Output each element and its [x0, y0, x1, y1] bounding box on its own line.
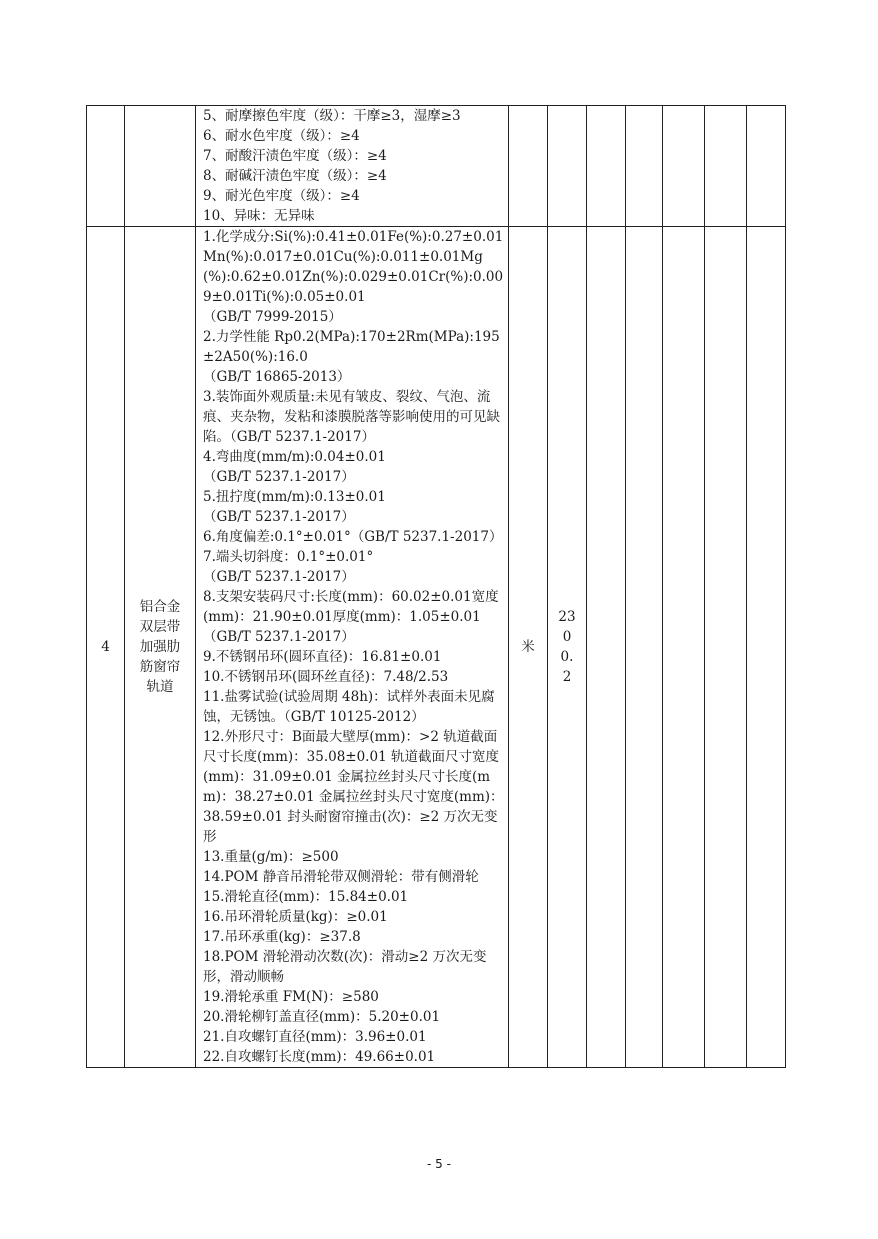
requirement-line: 9、耐光色牢度（级）：≥4 [203, 188, 360, 204]
requirement-line: 7、耐酸汗渍色牢度（级）：≥4 [203, 148, 387, 164]
row-index [87, 106, 125, 227]
empty-cell [626, 227, 663, 1068]
requirement-line: 1.化学成分:Si(%):0.41±0.01Fe(%):0.27±0.01Mn(%):0.017±0.01Cu(%):0.011±0.01Mg(%):0.62±0.01Zn(%):0.029±0.01Cr(%):0.009±0.01Ti(%):0.05±0.01 [203, 229, 504, 305]
quantity-value: 2300.2 [558, 609, 576, 685]
item-name-cell [125, 106, 196, 227]
requirement-line: 8.支架安装码尺寸:长度(mm)：60.02±0.01宽度(mm)：21.90±0.01厚度(mm)：1.05±0.01（GB/T 5237.1-2017） [203, 589, 499, 645]
requirement-line: 5、耐摩擦色牢度（级）：干摩≥3，湿摩≥3 [203, 108, 461, 124]
requirement-line: 16.吊环滑轮质量(kg)：≥0.01 [203, 909, 388, 925]
requirement-line: 15.滑轮直径(mm)：15.84±0.01 [203, 889, 409, 905]
requirement-line: 22.自攻螺钉长度(mm)：49.66±0.01 [203, 1049, 436, 1065]
item-name: 铝合金双层带加强肋筋窗帘轨道 [139, 599, 181, 695]
empty-cell [587, 227, 626, 1068]
requirement-line: 9.不锈钢吊环(圆环直径)：16.81±0.01 [203, 649, 442, 665]
requirement-line: 10.不锈钢吊环(圆环丝直径)：7.48/2.53 [203, 669, 449, 685]
requirement-line: （GB/T 5237.1-2017） [203, 569, 355, 585]
table-row [87, 227, 786, 1068]
requirement-line: 21.自攻螺钉直径(mm)：3.96±0.01 [203, 1029, 427, 1045]
requirement-line: 17.吊环承重(kg)：≥37.8 [203, 929, 361, 945]
quantity-cell [548, 106, 587, 227]
requirement-line: 12.外形尺寸：B面最大壁厚(mm)：>2 轨道截面尺寸长度(mm)：35.08±0.01 轨道截面尺寸宽度(mm)：31.09±0.01 金属拉丝封头尺寸长度(mm)：38.27±0.01 金属拉丝封头尺寸宽度(mm)：38.59±0.01 封头耐窗帘撞击(次)：≥2 万次无变形 [203, 729, 504, 845]
empty-cell [747, 227, 786, 1068]
requirement-line: 18.POM 滑轮滑动次数(次)：滑动≥2 万次无变形，滑动顺畅 [203, 949, 487, 985]
requirement-line: 2.力学性能 Rp0.2(MPa):170±2Rm(MPa):195±2A50(%):16.0 [203, 329, 500, 365]
empty-cell [626, 106, 663, 227]
requirement-line: 6.角度偏差:0.1°±0.01°（GB/T 5237.1-2017） [203, 529, 503, 545]
empty-cell [587, 106, 626, 227]
requirement-line: 8、耐碱汗渍色牢度（级）：≥4 [203, 168, 387, 184]
quantity-cell [548, 227, 587, 1068]
requirement-line: 10、异味：无异味 [203, 208, 315, 224]
requirement-line: 7.端头切斜度：0.1°±0.01° [203, 549, 374, 565]
unit-cell [509, 106, 548, 227]
empty-cell [705, 227, 747, 1068]
requirement-line: 6、耐水色牢度（级）：≥4 [203, 128, 360, 144]
requirement-line: 13.重量(g/m)：≥500 [203, 849, 339, 865]
requirement-line: 11.盐雾试验(试验周期 48h)：试样外表面未见腐蚀，无锈蚀。（GB/T 10125-2012） [203, 689, 495, 725]
requirement-line: （GB/T 7999-2015） [203, 309, 342, 325]
requirement-line: 19.滑轮承重 FM(N)：≥580 [203, 989, 379, 1005]
empty-cell [663, 227, 705, 1068]
page-number: - 5 - [427, 1157, 451, 1171]
requirement-line: （GB/T 16865-2013） [203, 369, 351, 385]
requirement-line: 20.滑轮柳钉盖直径(mm)：5.20±0.01 [203, 1009, 441, 1025]
requirement-line: 3.装饰面外观质量:未见有皱皮、裂纹、气泡、流痕、夹杂物，发粘和漆膜脱落等影响使用的可见缺陷。（GB/T 5237.1-2017） [203, 389, 500, 445]
requirements-table [86, 105, 786, 1068]
empty-cell [663, 106, 705, 227]
item-name-cell [125, 227, 196, 1068]
table-row [87, 106, 786, 227]
requirements-cell [196, 106, 509, 227]
requirements-cell [196, 227, 509, 1068]
requirement-line: （GB/T 5237.1-2017） [203, 469, 355, 485]
requirement-line: 5.扭拧度(mm/m):0.13±0.01 [203, 489, 386, 505]
requirement-line: （GB/T 5237.1-2017） [203, 509, 355, 525]
empty-cell [747, 106, 786, 227]
row-index: 4 [87, 227, 125, 1068]
empty-cell [705, 106, 747, 227]
requirement-line: 4.弯曲度(mm/m):0.04±0.01 [203, 449, 386, 465]
unit-cell: 米 [509, 227, 548, 1068]
requirement-line: 14.POM 静音吊滑轮带双侧滑轮：带有侧滑轮 [203, 869, 479, 885]
